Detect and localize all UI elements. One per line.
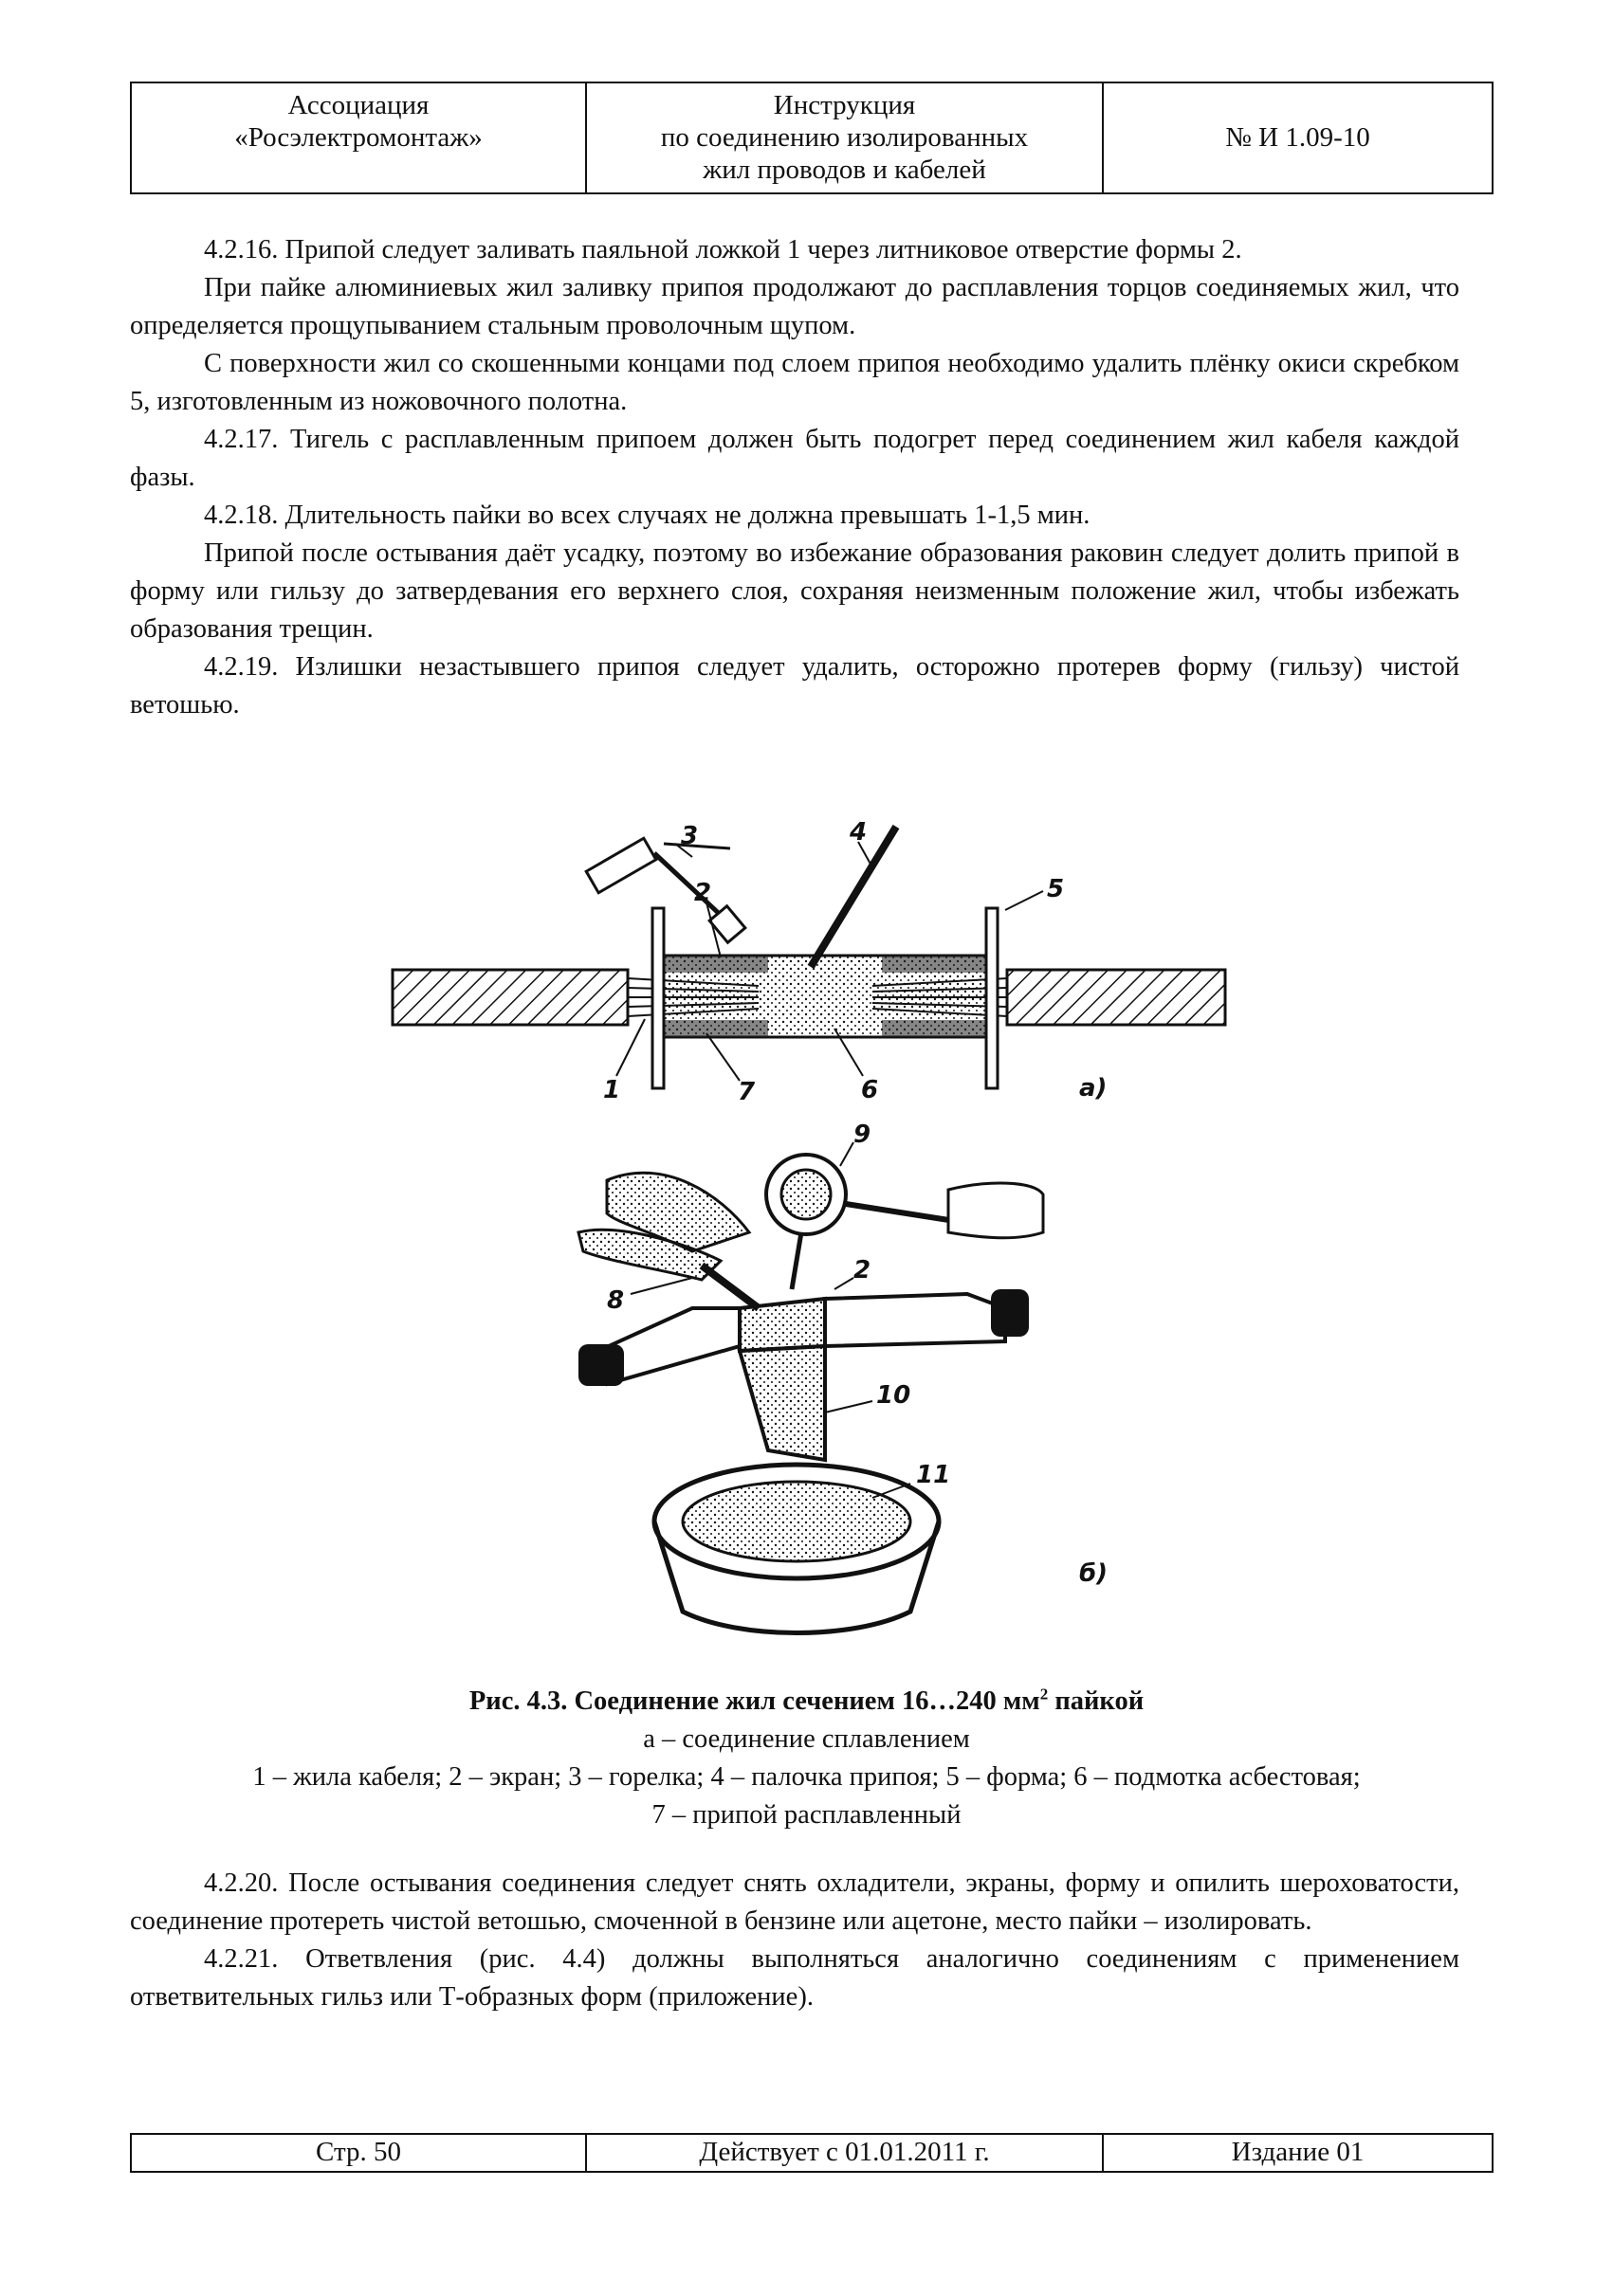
paragraph: 4.2.17. Тигель с расплавленным припоем должен быть подогрет перед соединением жил кабеля каждой фазы. [130, 425, 1459, 492]
label-8: 8 [607, 1286, 625, 1315]
caption-title-main: Рис. 4.3. Соединение жил сечением 16…240 мм [468, 1686, 1040, 1716]
label-2a: 2 [694, 879, 712, 907]
label-10: 10 [876, 1381, 911, 1410]
right-cable-insulation [1007, 970, 1225, 1025]
cable-end-left [578, 1344, 624, 1386]
diagram-part-a [393, 818, 1225, 1106]
header-organization [132, 83, 587, 192]
footer-effective-date: Действует с 01.01.2011 г. [587, 2135, 1104, 2171]
asbestos-winding [882, 956, 986, 973]
caption-subtitle: а – соединение сплавлением [643, 1724, 970, 1754]
paragraph: С поверхности жил со скошенными концами под слоем припоя необходимо удалить плёнку окиси скребком 5, изготовленным из ножовочного полотна. [130, 349, 1459, 416]
label-5: 5 [1047, 875, 1065, 903]
paragraph: 4.2.16. Припой следует заливать паяльной ложкой 1 через литниковое отверстие формы 2. [204, 235, 1242, 264]
asbestos-winding [664, 1020, 768, 1037]
torch [586, 838, 745, 942]
header-document-title [587, 83, 1104, 192]
caption-title [95, 1683, 1518, 1721]
label-3: 3 [681, 822, 699, 850]
asbestos-winding [882, 1020, 986, 1037]
label-11: 11 [916, 1461, 951, 1489]
caption-title-sup: 2 [1039, 1685, 1049, 1704]
hand-right [948, 1183, 1043, 1238]
label-9: 9 [853, 1121, 871, 1149]
footer-table [130, 2133, 1494, 2173]
asbestos-winding [664, 956, 768, 973]
paragraph: 4.2.19. Излишки незастывшего припоя следует удалить, осторожно протерев форму (гильзу) чистой ветошью. [130, 652, 1459, 720]
label-part-b: б) [1079, 1559, 1109, 1588]
caption-legend-line1: 1 – жила кабеля; 2 – экран; 3 – горелка; 4 – палочка припоя; 5 – форма; 6 – подмотка асбестовая; [252, 1762, 1361, 1792]
header-org-line1: Ассоциация [287, 90, 430, 120]
paragraph: 4.2.21. Ответвления (рис. 4.4) должны выполняться аналогично соединениям с применением ответвительных гильз или Т-образных форм (приложение). [130, 1944, 1459, 2012]
mold-body [740, 1299, 825, 1351]
screen-right [986, 908, 998, 1088]
figure-4-3 [379, 815, 1233, 1649]
label-part-a: а) [1079, 1074, 1108, 1102]
drain-channel [740, 1346, 825, 1460]
footer-page-number: Стр. 50 [132, 2135, 587, 2171]
paragraph: Припой после остывания даёт усадку, поэтому во избежание образования раковин следует долить припой в форму или гильзу до затвердевания его верхнего слоя, сохраняя неизменным положение жил, чтобы избежать образования трещин. [130, 538, 1459, 644]
paragraph: 4.2.18. Длительность пайки во всех случаях не должна превышать 1-1,5 мин. [204, 501, 1091, 530]
header-table [130, 82, 1494, 194]
cable-right [825, 1294, 1005, 1346]
solder-rod [811, 827, 896, 967]
label-4: 4 [850, 818, 868, 847]
header-doc-line2: по соединению изолированных [660, 122, 1029, 153]
cable-end-right [991, 1289, 1029, 1337]
screen-left [652, 908, 664, 1088]
footer-edition: Издание 01 [1231, 2137, 1365, 2167]
header-doc-line3: жил проводов и кабелей [703, 155, 986, 185]
solder-stream [792, 1232, 801, 1289]
header-document-number: № И 1.09-10 [1225, 122, 1370, 153]
caption-legend-line2: 7 – припой расплавленный [651, 1800, 962, 1830]
caption-title-tail: пайкой [1048, 1686, 1145, 1716]
paragraph: При пайке алюминиевых жил заливку припоя продолжают до расплавления торцов соединяемых жил, что определяется прощупыванием стальным проволочным щупом. [130, 273, 1459, 340]
label-7: 7 [738, 1078, 756, 1106]
left-cable-insulation [393, 970, 628, 1025]
body-text-bottom [130, 1865, 1459, 2016]
label-6: 6 [861, 1076, 879, 1104]
figure-caption [95, 1683, 1518, 1834]
header-org-line2: «Росэлектромонтаж» [234, 122, 483, 153]
body-text-top [130, 231, 1459, 724]
paragraph: 4.2.20. После остывания соединения следует снять охладители, экраны, форму и опилить шероховатости, соединение протереть чистой ветошью, смоченной в бензине или ацетоне, место пайки – изолировать. [130, 1868, 1459, 1936]
soldering-diagram [379, 815, 1233, 1649]
diagram-part-b [578, 1121, 1108, 1633]
label-1: 1 [603, 1076, 621, 1104]
header-doc-line1: Инструкция [773, 90, 916, 120]
scraper-tool [702, 1266, 759, 1308]
label-2b: 2 [853, 1256, 871, 1285]
